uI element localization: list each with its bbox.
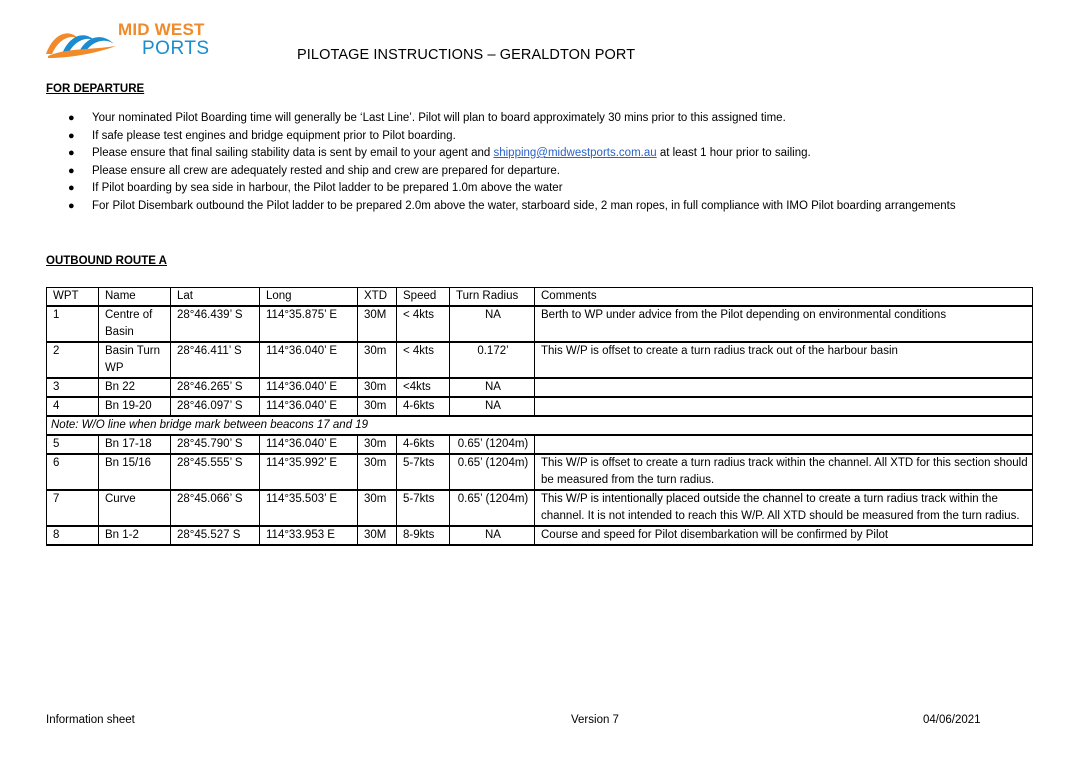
cell-lat: 28°45.066’ S [171,490,260,526]
cell-long: 114°35.875’ E [260,306,358,342]
cell-comment: Course and speed for Pilot disembarkation will be confirmed by Pilot [535,526,1033,545]
list-item-text: Your nominated Pilot Boarding time will generally be ‘Last Line’. Pilot will plan to board approximately 30 mins prior to this assigned time. [92,112,786,124]
cell-speed: < 4kts [397,342,450,378]
footer-date: 04/06/2021 [923,714,981,726]
cell-comment [535,378,1033,397]
table-row [47,342,1033,378]
table-row [47,306,1033,342]
cell-wpt: 3 [47,378,99,397]
cell-lat: 28°46.265’ S [171,378,260,397]
cell-long: 114°35.992’ E [260,454,358,490]
column-header-long: Long [260,288,358,307]
cell-long: 114°35.503’ E [260,490,358,526]
cell-speed: <4kts [397,378,450,397]
cell-name: Centre of Basin [99,306,171,342]
cell-xtd: 30m [358,490,397,526]
list-item-text: Please ensure all crew are adequately rested and ship and crew are prepared for departure. [92,164,560,177]
cell-long: 114°33.953 E [260,526,358,545]
logo-text-ports: PORTS [142,38,210,59]
list-item-text: Please ensure that final sailing stability data is sent by email to your agent and [92,147,494,159]
column-header-wpt: WPT [47,288,99,307]
footer-version: Version 7 [571,714,619,726]
column-header-turn-radius: Turn Radius [450,288,535,307]
table-header-row [47,288,1033,307]
table-note: Note: W/O line when bridge mark between beacons 17 and 19 [47,416,1033,435]
list-item-text: If Pilot boarding by sea side in harbour, the Pilot ladder to be prepared 1.0m above the water [92,182,563,194]
column-header-speed: Speed [397,288,450,307]
cell-long: 114°36.040’ E [260,378,358,397]
cell-comment: This W/P is offset to create a turn radius track out of the harbour basin [535,342,1033,378]
cell-turn-radius: NA [450,378,535,397]
list-item-text: If safe please test engines and bridge equipment prior to Pilot boarding. [92,129,456,142]
cell-turn-radius: NA [450,397,535,416]
cell-speed: < 4kts [397,306,450,342]
list-item [46,110,1006,128]
table-row [47,454,1033,490]
column-header-comments: Comments [535,288,1033,307]
cell-wpt: 1 [47,306,99,342]
bullet-icon: ● [68,129,75,142]
table-row [47,378,1033,397]
list-item [46,145,1006,163]
table-row [47,526,1033,545]
table-row [47,435,1033,454]
cell-xtd: 30M [358,306,397,342]
cell-speed: 5-7kts [397,490,450,526]
logo-text-mid-west: MID WEST [118,20,205,39]
cell-lat: 28°45.790’ S [171,435,260,454]
cell-name: Bn 17-18 [99,435,171,454]
cell-lat: 28°45.527 S [171,526,260,545]
wave-logo-icon [44,24,122,60]
cell-wpt: 6 [47,454,99,490]
cell-name: Bn 19-20 [99,397,171,416]
cell-comment: Berth to WP under advice from the Pilot depending on environmental conditions [535,306,1033,342]
departure-list [46,110,1006,215]
bullet-icon: ● [68,182,75,194]
cell-xtd: 30m [358,435,397,454]
cell-wpt: 2 [47,342,99,378]
email-link[interactable]: shipping@midwestports.com.au [493,147,657,159]
waypoint-table [46,287,1033,546]
cell-name: Bn 15/16 [99,454,171,490]
cell-name: Bn 1-2 [99,526,171,545]
cell-turn-radius: 0.172’ [450,342,535,378]
cell-wpt: 5 [47,435,99,454]
cell-comment: This W/P is offset to create a turn radius track within the channel. All XTD for this section should be measured from the turn radius. [535,454,1033,490]
bullet-icon: ● [68,199,75,212]
list-item [46,128,1006,146]
cell-lat: 28°46.097’ S [171,397,260,416]
bullet-icon: ● [68,147,75,159]
route-heading: OUTBOUND ROUTE A [46,255,167,267]
cell-lat: 28°46.439’ S [171,306,260,342]
cell-turn-radius: 0.65’ (1204m) [450,435,535,454]
cell-xtd: 30m [358,454,397,490]
cell-turn-radius: 0.65’ (1204m) [450,490,535,526]
table-row [47,397,1033,416]
cell-xtd: 30m [358,342,397,378]
cell-speed: 4-6kts [397,397,450,416]
cell-name: Bn 22 [99,378,171,397]
document-title: PILOTAGE INSTRUCTIONS – GERALDTON PORT [297,47,636,63]
column-header-name: Name [99,288,171,307]
list-item [46,198,1006,216]
list-item-text: at least 1 hour prior to sailing. [656,147,811,159]
cell-turn-radius: NA [450,526,535,545]
bullet-icon: ● [68,164,75,177]
list-item [46,163,1006,181]
table-row [47,490,1033,526]
cell-speed: 4-6kts [397,435,450,454]
footer-info-label: Information sheet [46,714,135,726]
bullet-icon: ● [68,112,75,124]
cell-wpt: 7 [47,490,99,526]
cell-xtd: 30m [358,378,397,397]
cell-comment [535,435,1033,454]
cell-speed: 5-7kts [397,454,450,490]
list-item [46,180,1006,198]
column-header-xtd: XTD [358,288,397,307]
cell-speed: 8-9kts [397,526,450,545]
cell-long: 114°36.040’ E [260,342,358,378]
cell-comment [535,397,1033,416]
cell-name: Curve [99,490,171,526]
table-note-row [47,416,1033,435]
cell-comment: This W/P is intentionally placed outside the channel to create a turn radius track within the channel. It is not intended to reach this W/P. All XTD should be measured from the turn radius. [535,490,1033,526]
cell-lat: 28°46.411’ S [171,342,260,378]
cell-turn-radius: NA [450,306,535,342]
cell-turn-radius: 0.65’ (1204m) [450,454,535,490]
list-item-text: For Pilot Disembark outbound the Pilot ladder to be prepared 2.0m above the water, starboard side, 2 man ropes, in full compliance with IMO Pilot boarding arrangements [92,199,956,212]
cell-long: 114°36.040’ E [260,397,358,416]
column-header-lat: Lat [171,288,260,307]
cell-name: Basin Turn WP [99,342,171,378]
company-logo [44,18,224,64]
cell-long: 114°36.040’ E [260,435,358,454]
cell-lat: 28°45.555’ S [171,454,260,490]
cell-xtd: 30m [358,397,397,416]
cell-xtd: 30M [358,526,397,545]
cell-wpt: 8 [47,526,99,545]
cell-wpt: 4 [47,397,99,416]
departure-heading: FOR DEPARTURE [46,83,145,95]
